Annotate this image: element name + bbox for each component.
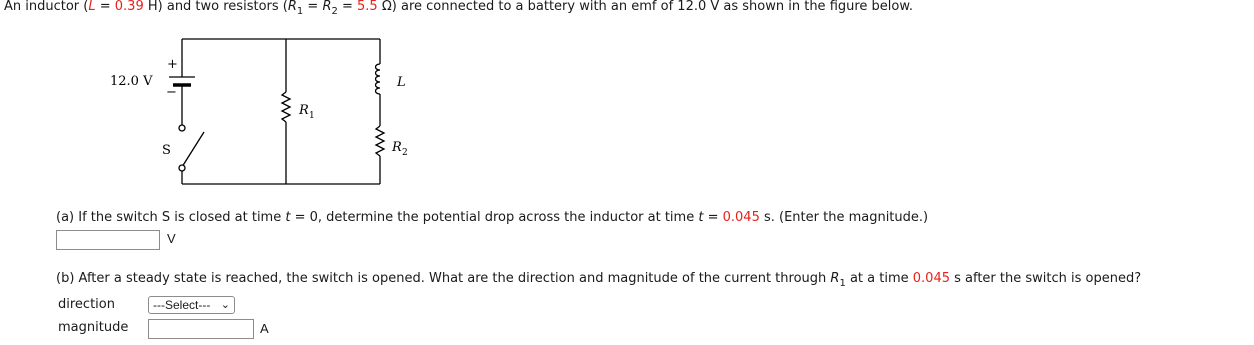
switch-blade <box>182 132 204 167</box>
resistance-value: 5.5 <box>357 0 378 14</box>
resistor-r2 <box>376 126 384 156</box>
inductance-value: 0.39 <box>114 0 144 14</box>
r2-label: R <box>392 140 402 155</box>
r2-subscript: 2 <box>402 148 408 158</box>
r1-subscript: 1 <box>309 111 315 121</box>
problem-statement: An inductor (L = 0.39 H) and two resistors ($R_1 = R_2 = 5.5$ Ω) are connected to a battery with an emf of 12.0 V as shown in the figure below. <box>4 0 913 17</box>
circuit-diagram <box>100 34 430 194</box>
inductor-label: L <box>397 75 406 90</box>
part-b-question: (b) After a steady state is reached, the switch is opened. What are the direction and magnitude of the current through $R_1$ at a time 0.045 s after the switch is opened? <box>56 271 1142 289</box>
direction-select[interactable] <box>148 296 235 314</box>
part-a-answer-input[interactable] <box>56 230 160 250</box>
magnitude-unit: A <box>260 321 269 336</box>
emf-label: 12.0 V <box>110 74 153 89</box>
chevron-down-icon: ⌄ <box>220 299 230 311</box>
part-a-question: (a) If the switch S is closed at time t = 0, determine the potential drop across the inductor at time t = 0.045 s. (Enter the magnitude.) <box>56 210 929 225</box>
inductor-coil <box>376 64 381 94</box>
part-a-time: 0.045 <box>722 210 760 225</box>
direction-label: direction <box>58 297 115 312</box>
part-b-time: 0.045 <box>912 271 950 286</box>
part-a-unit: V <box>167 231 176 246</box>
battery-minus-sign: − <box>166 85 177 100</box>
r1-label: R <box>299 103 309 118</box>
battery-plus-sign: + <box>167 57 178 72</box>
inductance-symbol: L <box>88 0 96 14</box>
switch-bottom-terminal <box>179 165 185 171</box>
direction-select-value: ---Select--- <box>153 298 211 312</box>
magnitude-label: magnitude <box>58 320 129 335</box>
switch-top-terminal <box>179 125 185 131</box>
resistor-r1 <box>282 92 290 122</box>
switch-label: S <box>162 143 171 158</box>
magnitude-input[interactable] <box>148 319 254 339</box>
